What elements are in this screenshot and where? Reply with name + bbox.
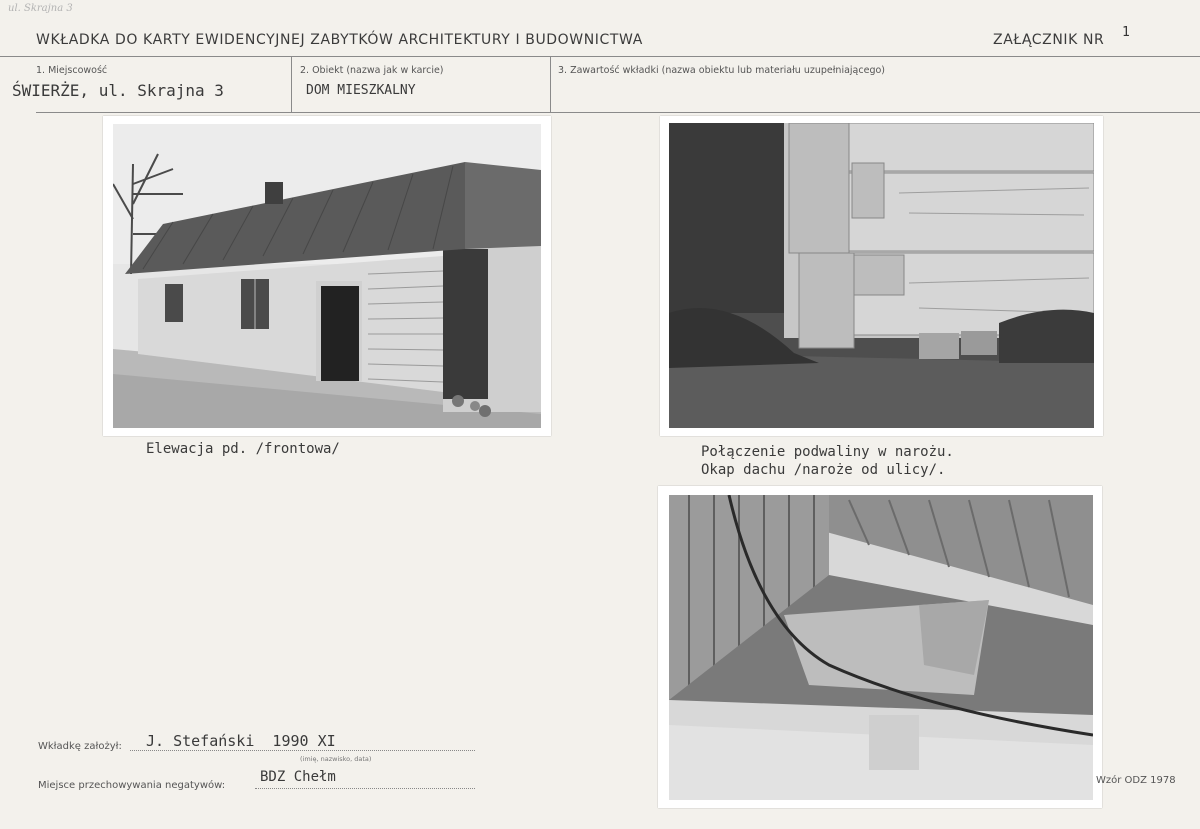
storage-label: Miejsce przechowywania negatywów: <box>38 780 226 791</box>
location-label: 1. Miejscowość <box>36 65 108 76</box>
author-hint: (imię, nazwisko, data) <box>300 755 372 763</box>
object-value: DOM MIESZKALNY <box>306 83 416 98</box>
author-label: Wkładkę założył: <box>38 741 122 752</box>
field-divider-1 <box>291 56 292 112</box>
caption-front: Elewacja pd. /frontowa/ <box>146 441 340 457</box>
page-title: WKŁADKA DO KARTY EWIDENCYJNEJ ZABYTKÓW ARCHITEKTURY I BUDOWNICTWA <box>36 32 643 48</box>
annex-label: ZAŁĄCZNIK NR <box>993 32 1105 48</box>
storage-underline <box>255 788 475 789</box>
photo-log-corner <box>669 123 1094 428</box>
author-underline <box>130 750 475 751</box>
header-divider <box>0 56 1200 57</box>
storage-value: BDZ Chełm <box>260 769 336 785</box>
form-code: Wzór ODZ 1978 <box>1096 775 1176 786</box>
annex-number: 1 <box>1122 25 1130 40</box>
fields-bottom-divider <box>36 112 1200 113</box>
caption-detail-line-1: Połączenie podwaliny w narożu. <box>701 444 954 460</box>
field-divider-2 <box>550 56 551 112</box>
photo-front-elevation <box>113 124 541 428</box>
object-label: 2. Obiekt (nazwa jak w karcie) <box>300 65 444 76</box>
location-value: ŚWIERŻE, ul. Skrajna 3 <box>12 81 224 100</box>
content-label: 3. Zawartość wkładki (nazwa obiektu lub materiału uzupełniającego) <box>558 65 885 76</box>
photo-roof-eave <box>669 495 1093 800</box>
author-value: J. Stefański 1990 XI <box>146 732 336 750</box>
pencil-note: ul. Skrajna 3 <box>8 3 73 14</box>
caption-detail-line-2: Okap dachu /naroże od ulicy/. <box>701 462 946 478</box>
